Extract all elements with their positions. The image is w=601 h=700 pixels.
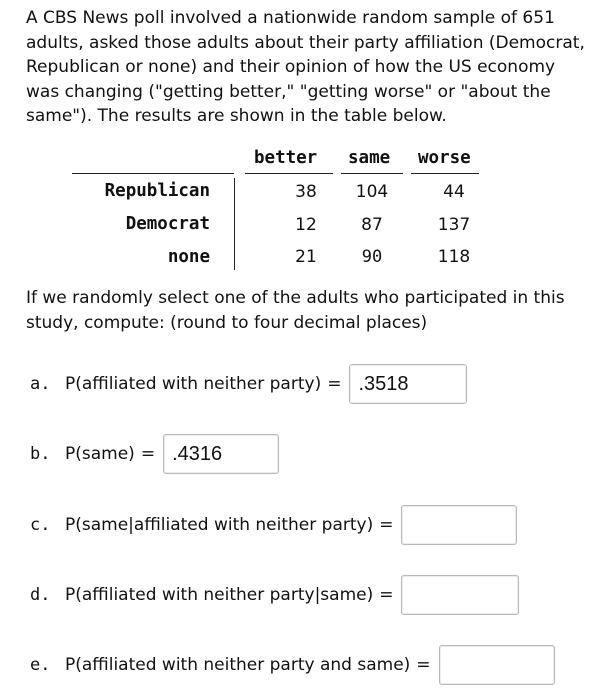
problem-intro: A CBS News poll involved a nationwide random sample of 651 adults, asked those adults about their party affiliation (Democrat, Republican or none) and their opinion of how the US economy was changing ("getting better," "getting worse" or "about the same"). The results are shown in the table below.	[26, 8, 585, 126]
question-e	[30, 645, 555, 685]
question-b	[30, 434, 279, 474]
table-cell: 90	[361, 247, 383, 267]
answer-input-d[interactable]	[401, 575, 519, 615]
question-letter: c.	[30, 515, 51, 535]
table-cell: 21	[295, 247, 317, 267]
equals-sign: =	[416, 655, 431, 675]
row-label-none: none	[167, 247, 210, 267]
answer-input-e[interactable]	[439, 645, 555, 685]
instructions: If we randomly select one of the adults who participated in this study, compute: (round to four decimal places)	[26, 288, 565, 333]
table-cell: 12	[295, 215, 317, 235]
table-cell: 137	[437, 215, 471, 235]
answer-input-c[interactable]	[401, 505, 517, 545]
equals-sign: =	[327, 374, 342, 394]
equals-sign: =	[379, 585, 394, 605]
row-label-republican: Republican	[104, 181, 210, 201]
header-rule-worse	[411, 173, 479, 174]
header-rule-left	[72, 173, 234, 174]
question-text: P(affiliated with neither party and same)	[65, 655, 411, 675]
question-letter: d.	[30, 585, 51, 605]
question-letter: a.	[30, 374, 51, 394]
col-header-worse: worse	[418, 148, 471, 168]
answer-input-b[interactable]: .4316	[163, 434, 279, 474]
col-header-same: same	[348, 148, 391, 168]
col-header-better: better	[254, 148, 318, 168]
question-letter: b.	[30, 444, 51, 464]
question-d	[30, 575, 519, 615]
table-divider	[234, 178, 235, 270]
header-rule-better	[245, 173, 333, 174]
table-cell: 104	[355, 182, 389, 202]
question-text: P(affiliated with neither party)	[65, 374, 322, 394]
question-text: P(affiliated with neither party|same)	[65, 585, 374, 605]
question-text: P(same|affiliated with neither party)	[65, 515, 374, 535]
answer-input-a[interactable]: .3518	[349, 364, 467, 404]
table-cell: 38	[295, 182, 317, 202]
table-cell: 87	[361, 215, 383, 235]
question-text: P(same)	[65, 444, 135, 464]
table-cell: 118	[437, 247, 471, 267]
header-rule-same	[341, 173, 403, 174]
row-label-democrat: Democrat	[125, 214, 210, 234]
equals-sign: =	[379, 515, 394, 535]
question-a	[30, 364, 467, 404]
equals-sign: =	[140, 444, 156, 464]
table-cell: 44	[443, 182, 465, 202]
question-letter: e.	[30, 655, 51, 675]
question-c	[30, 505, 517, 545]
